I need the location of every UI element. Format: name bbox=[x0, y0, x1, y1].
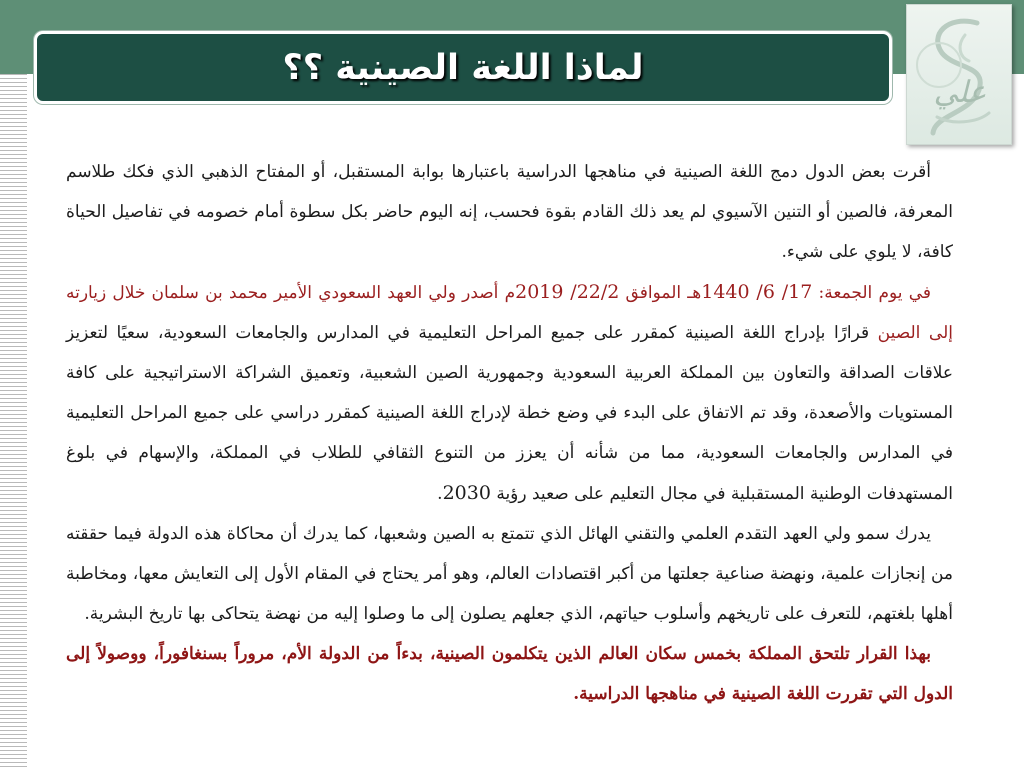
decision-body: قرارًا بإدراج اللغة الصينية كمقرر على جميع المراحل التعليمية في المدارس والجامعات السعودية، سعيًا لتعزيز علاقات الصداقة والتعاون بين المملكة العربية السعودية وجمهورية الصين الشعبية، وتعميق الشراكة الاستراتيجية على كافة المستويات والأصعدة، وقد تم الاتفاق على البدء في وضع خطة لإدراج اللغة الصينية كمقرر دراسي على جميع المراحل التعليمية في المدارس والجامعات السعودية، مما من شأنه أن يعزز من التنوع الثقافي للطلاب في المملكة، والإسهام في بلوغ المستهدفات الوطنية المستقبلية في مجال التعليم على صعيد رؤية bbox=[66, 323, 954, 504]
vision-year: 2030 bbox=[442, 482, 491, 504]
logo-text: علي bbox=[933, 75, 987, 110]
slide-title: لماذا اللغة الصينية ؟؟ bbox=[282, 47, 644, 88]
vision-year-end: . bbox=[437, 484, 443, 504]
article-body bbox=[66, 152, 953, 714]
title-banner bbox=[34, 31, 892, 104]
decision-date-label: في يوم الجمعة: bbox=[812, 283, 931, 303]
paragraph-crown-prince: يدرك سمو ولي العهد التقدم العلمي والتقني الهائل الذي تتمتع به الصين وشعبها، كما يدرك أن محاكاة هذه الدولة فيما حققته من إنجازات علمية، ونهضة صناعية جعلتها من أكبر اقتصادات العالم، وهو أمر يحتاج في المقام الأول إلى التعايش معها، ومخاطبة أهلها بلغتهم، للتعرف على تاريخهم وأسلوب حياتهم، الذي جعلهم يصلون إلى ما وصلوا إليه من نهضة يتحاكى بها تاريخ البشرية. bbox=[66, 524, 953, 624]
paragraph-conclusion: بهذا القرار تلتحق المملكة بخمس سكان العالم الذين يتكلمون الصينية، بدءاً من الدولة الأم، مروراً بسنغافوراً، ووصولاً إلى الدول التي تقررت اللغة الصينية في مناهجها الدراسية. bbox=[66, 644, 953, 704]
calligraphy-logo-icon bbox=[906, 4, 1012, 145]
paragraph-decision bbox=[66, 272, 953, 514]
paragraph-intro: أقرت بعض الدول دمج اللغة الصينية في مناهجها الدراسية باعتبارها بوابة المستقبل، أو المفتاح الذهبي الذي فكك طلاسم المعرفة، فالصين أو التنين الآسيوي لم يعد ذلك القادم بقوة فحسب، إنه اليوم حاضر بكل سطوة أمام خصومه في تفاصيل الحياة كافة، لا يلوي على شيء. bbox=[66, 162, 953, 262]
decision-hijri-suffix: هـ الموافق bbox=[619, 283, 702, 303]
left-stripe-pattern bbox=[0, 74, 27, 768]
decision-gregorian-date: 22/2/ 2019 bbox=[515, 281, 620, 303]
decision-highlight: م أصدر ولي العهد السعودي الأمير محمد بن سلمان خلال زيارته إلى الصين bbox=[66, 283, 953, 343]
decision-hijri-date: 17/ 6/ 1440 bbox=[701, 281, 813, 303]
